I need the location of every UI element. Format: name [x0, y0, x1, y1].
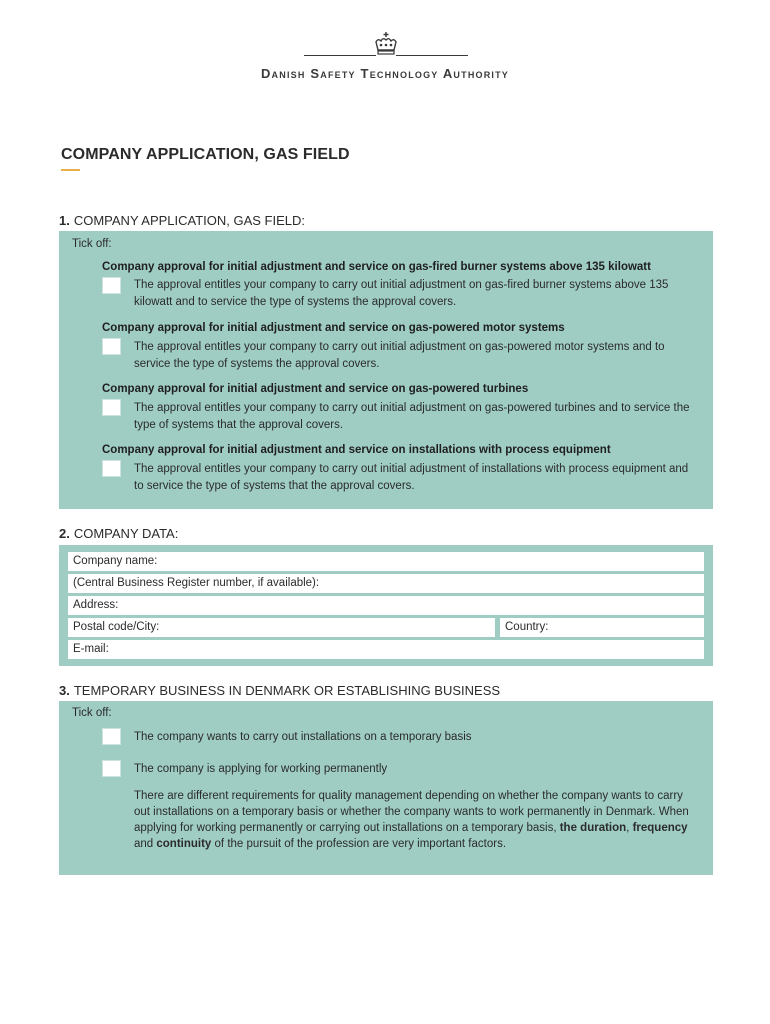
note-separator: , [626, 822, 633, 834]
checkbox-temporary-basis[interactable] [102, 728, 121, 745]
section-2-title: COMPANY DATA: [73, 526, 179, 541]
tick-off-label: Tick off: [72, 707, 112, 719]
cvr-number-field[interactable]: (Central Business Register number, if available): [68, 574, 704, 593]
checkbox-process-equipment[interactable] [102, 460, 121, 477]
email-field[interactable]: E-mail: [68, 640, 704, 659]
checkbox-motor-systems[interactable] [102, 338, 121, 355]
logo-rule-right [396, 55, 468, 56]
option-title: Company approval for initial adjustment and service on gas-powered motor systems [102, 322, 565, 334]
section-3-number: 3. [59, 683, 70, 698]
section-2-panel [59, 545, 713, 666]
section-3-title: TEMPORARY BUSINESS IN DENMARK OR ESTABLISHING BUSINESS [73, 683, 501, 698]
option-title: Company approval for initial adjustment and service on gas-fired burner systems above 135 kilowatt [102, 261, 651, 273]
option-description: The company is applying for working permanently [134, 763, 388, 775]
note-text: of the pursuit of the profession are very important factors. [211, 838, 507, 850]
note-bold-continuity: continuity [156, 838, 212, 850]
section-1-number: 1. [59, 213, 70, 228]
section-1-title: COMPANY APPLICATION, GAS FIELD: [73, 213, 306, 228]
option-description: The approval entitles your company to carry out initial adjustment of installations with process equipment and to service the type of systems that the approval covers. [134, 463, 689, 492]
option-description: The approval entitles your company to carry out initial adjustment on gas-fired burner systems above 135 kilowatt and to service the type of systems the approval covers. [134, 279, 669, 308]
note-separator: and [134, 838, 157, 850]
option-description: The approval entitles your company to carry out initial adjustment on gas-powered motor systems and to service the type of systems the approval covers. [134, 341, 665, 370]
note-bold-frequency: frequency [632, 822, 688, 834]
crown-icon [372, 30, 400, 58]
section-3-panel [59, 701, 713, 875]
address-field[interactable]: Address: [68, 596, 704, 615]
section-2-heading [59, 526, 178, 541]
country-field[interactable]: Country: [500, 618, 704, 637]
option-description: The approval entitles your company to carry out initial adjustment on gas-powered turbines and to service the type of systems that the approval covers. [134, 402, 690, 431]
checkbox-working-permanently[interactable] [102, 760, 121, 777]
section-1-panel [59, 231, 713, 509]
section-2-number: 2. [59, 526, 70, 541]
title-underline [61, 169, 80, 171]
organization-name: Danish Safety Technology Authority [260, 66, 510, 81]
logo-rule-left [304, 55, 376, 56]
postal-city-field[interactable]: Postal code/City: [68, 618, 495, 637]
tick-off-label: Tick off: [72, 238, 112, 250]
option-title: Company approval for initial adjustment and service on gas-powered turbines [102, 383, 529, 395]
company-name-field[interactable]: Company name: [68, 552, 704, 571]
option-title: Company approval for initial adjustment and service on installations with process equipment [102, 444, 611, 456]
quality-management-note [134, 788, 694, 852]
page-title: COMPANY APPLICATION, GAS FIELD [61, 146, 350, 163]
option-description: The company wants to carry out installations on a temporary basis [134, 731, 472, 743]
note-text: There are different requirements for quality management depending on whether the company wants to carry out installations on a temporary basis or whether the company wants to work permanently in Denmark. When applying for working permanently or carrying out installations on a temporary basis, [134, 790, 689, 834]
note-bold-duration: the duration [559, 822, 627, 834]
section-3-heading [59, 683, 500, 698]
checkbox-burner-systems[interactable] [102, 277, 121, 294]
section-1-heading [59, 213, 305, 228]
checkbox-turbines[interactable] [102, 399, 121, 416]
